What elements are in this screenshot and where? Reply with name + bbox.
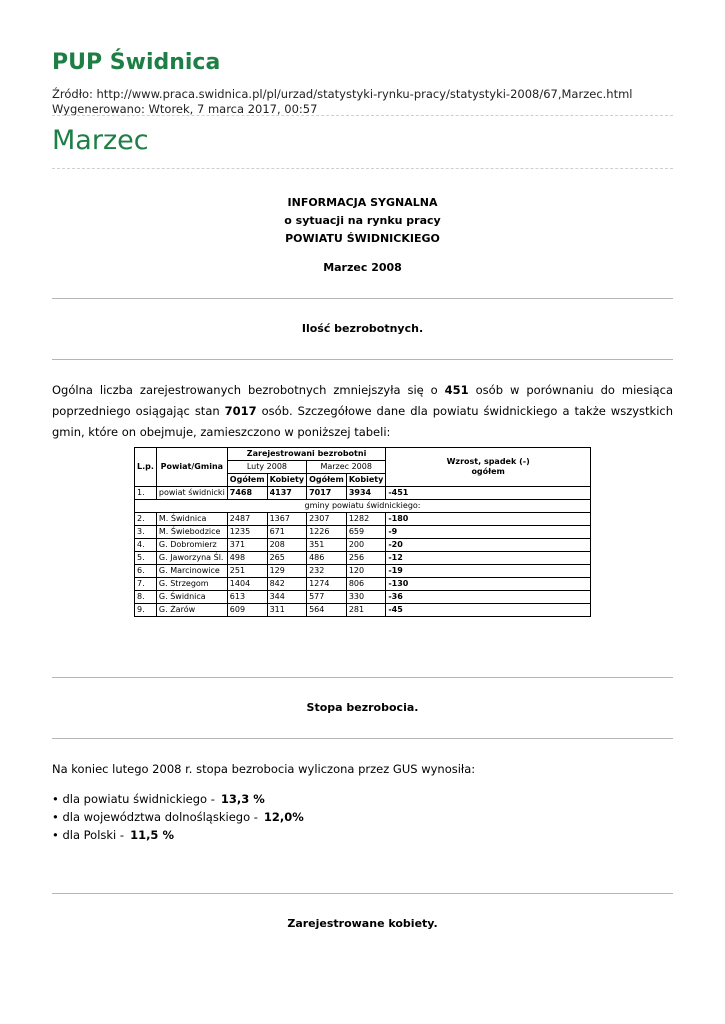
header-line: o sytuacji na rynku pracy: [284, 214, 441, 227]
rate-list: [52, 790, 304, 844]
table-cell: 311: [267, 604, 307, 617]
table-cell: 3934: [346, 487, 386, 500]
table-cell: 7.: [135, 578, 157, 591]
table-row: [135, 513, 591, 526]
table-cell: 5.: [135, 552, 157, 565]
rate-value: 12,0%: [263, 810, 304, 824]
table-cell: -45: [386, 604, 591, 617]
table-cell: 2487: [227, 513, 267, 526]
col-lp: L.p.: [135, 448, 157, 487]
table-subheader: gminy powiatu świdnickiego:: [135, 500, 591, 513]
table-cell: 1.: [135, 487, 157, 500]
section-rule: [52, 298, 673, 299]
table-cell: 842: [267, 578, 307, 591]
table-cell: 265: [267, 552, 307, 565]
table-cell: 208: [267, 539, 307, 552]
gmina-rows: [135, 513, 591, 617]
table-cell: 200: [346, 539, 386, 552]
table-cell: G. Strzegom: [156, 578, 227, 591]
table-cell: 1404: [227, 578, 267, 591]
col-total: Ogółem: [227, 474, 267, 487]
site-title: PUP Świdnica: [52, 50, 221, 75]
summary-text: Ogólna liczba zarejestrowanych bezrobotnych zmniejszyła się o: [52, 383, 445, 397]
rate-value: 11,5 %: [130, 828, 174, 842]
col-period-prev: Luty 2008: [227, 461, 306, 474]
col-group-registered: Zarejestrowani bezrobotni: [227, 448, 386, 461]
col-total: Ogółem: [307, 474, 347, 487]
rate-intro: Na koniec lutego 2008 r. stopa bezrobocia wyliczona przez GUS wynosiła:: [52, 762, 476, 776]
table-cell: -36: [386, 591, 591, 604]
total-value: 7017: [224, 404, 257, 418]
table-cell: M. Świebodzice: [156, 526, 227, 539]
rate-label: dla Polski -: [62, 828, 125, 842]
table-cell: -130: [386, 578, 591, 591]
col-period-curr: Marzec 2008: [307, 461, 386, 474]
section-rule: [52, 359, 673, 360]
col-women: Kobiety: [267, 474, 307, 487]
rate-label: dla powiatu świdnickiego -: [62, 792, 215, 806]
table-cell: 609: [227, 604, 267, 617]
divider: [52, 115, 673, 116]
header-line: POWIATU ŚWIDNICKIEGO: [285, 232, 440, 245]
table-cell: 7468: [227, 487, 267, 500]
table-cell: 120: [346, 565, 386, 578]
table-cell: 8.: [135, 591, 157, 604]
section-rule: [52, 893, 673, 894]
table-cell: 2307: [307, 513, 347, 526]
table-row: [135, 552, 591, 565]
table-cell: 129: [267, 565, 307, 578]
table-cell: 6.: [135, 565, 157, 578]
section-rule: [52, 738, 673, 739]
col-change-line: Wzrost, spadek (-): [446, 457, 530, 466]
source-url: Źródło: http://www.praca.swidnica.pl/pl/urzad/statystyki-rynku-pracy/statystyki-2008/67,Marzec.html: [52, 87, 633, 101]
table-row: [135, 591, 591, 604]
table-cell: G. Jaworzyna Śl.: [156, 552, 227, 565]
table-cell: 3.: [135, 526, 157, 539]
table-row: [135, 604, 591, 617]
table-cell: -12: [386, 552, 591, 565]
table-cell: -20: [386, 539, 591, 552]
table-cell: 256: [346, 552, 386, 565]
table-row: [135, 565, 591, 578]
table-cell: -19: [386, 565, 591, 578]
table-row: [135, 526, 591, 539]
rate-label: dla województwa dolnośląskiego -: [62, 810, 258, 824]
table-cell: 371: [227, 539, 267, 552]
table-cell: -9: [386, 526, 591, 539]
section-rule: [52, 677, 673, 678]
table-row: [135, 487, 591, 500]
table-cell: 281: [346, 604, 386, 617]
table-cell: M. Świdnica: [156, 513, 227, 526]
table-cell: 4137: [267, 487, 307, 500]
table-cell: 1367: [267, 513, 307, 526]
table-cell: 9.: [135, 604, 157, 617]
table-cell: 486: [307, 552, 347, 565]
header-line: INFORMACJA SYGNALNA: [287, 196, 438, 209]
col-area: Powiat/Gmina: [156, 448, 227, 487]
table-cell: powiat świdnicki: [156, 487, 227, 500]
col-women: Kobiety: [346, 474, 386, 487]
summary-text: osób w porównaniu do miesiąca poprzedniego osiągając stan: [52, 383, 673, 418]
table-cell: G. Dobromierz: [156, 539, 227, 552]
table-cell: 1226: [307, 526, 347, 539]
table-cell: -180: [386, 513, 591, 526]
page-meta: [52, 87, 633, 117]
table-cell: 344: [267, 591, 307, 604]
col-change-line: ogółem: [471, 467, 505, 476]
section-heading: Ilość bezrobotnych.: [301, 322, 424, 335]
section-heading: Zarejestrowane kobiety.: [287, 917, 438, 930]
col-change: [386, 448, 591, 487]
period-label: Marzec 2008: [323, 261, 402, 274]
unemployment-summary: [52, 380, 673, 443]
table-cell: 564: [307, 604, 347, 617]
decrease-value: 451: [444, 383, 469, 397]
table-cell: 659: [346, 526, 386, 539]
table-cell: 1274: [307, 578, 347, 591]
list-item: [52, 826, 304, 844]
table-cell: 498: [227, 552, 267, 565]
table-cell: G. Świdnica: [156, 591, 227, 604]
section-heading: Stopa bezrobocia.: [306, 701, 419, 714]
table-cell: 2.: [135, 513, 157, 526]
table-cell: 577: [307, 591, 347, 604]
table-cell: -451: [386, 487, 591, 500]
table-cell: 613: [227, 591, 267, 604]
rate-value: 13,3 %: [220, 792, 265, 806]
table-cell: G. Żarów: [156, 604, 227, 617]
summary-text: osób. Szczegółowe dane dla powiatu świdnickiego a także wszystkich gmin, które on obejmuje, zamieszczono w poniższej tabeli:: [52, 404, 673, 439]
table-cell: 351: [307, 539, 347, 552]
table-cell: 232: [307, 565, 347, 578]
table-cell: 4.: [135, 539, 157, 552]
list-item: [52, 808, 304, 826]
table-cell: G. Marcinowice: [156, 565, 227, 578]
table-row: [135, 539, 591, 552]
document-header: [52, 194, 673, 248]
table-cell: 1282: [346, 513, 386, 526]
table-row: [135, 578, 591, 591]
list-item: [52, 790, 304, 808]
divider: [52, 168, 673, 169]
table-cell: 251: [227, 565, 267, 578]
unemployment-table: [134, 447, 591, 617]
table-cell: 806: [346, 578, 386, 591]
generated-date: Wygenerowano: Wtorek, 7 marca 2017, 00:57: [52, 102, 318, 116]
table-cell: 671: [267, 526, 307, 539]
table-cell: 7017: [307, 487, 347, 500]
table-cell: 330: [346, 591, 386, 604]
page-title: Marzec: [52, 125, 149, 156]
table-cell: 1235: [227, 526, 267, 539]
